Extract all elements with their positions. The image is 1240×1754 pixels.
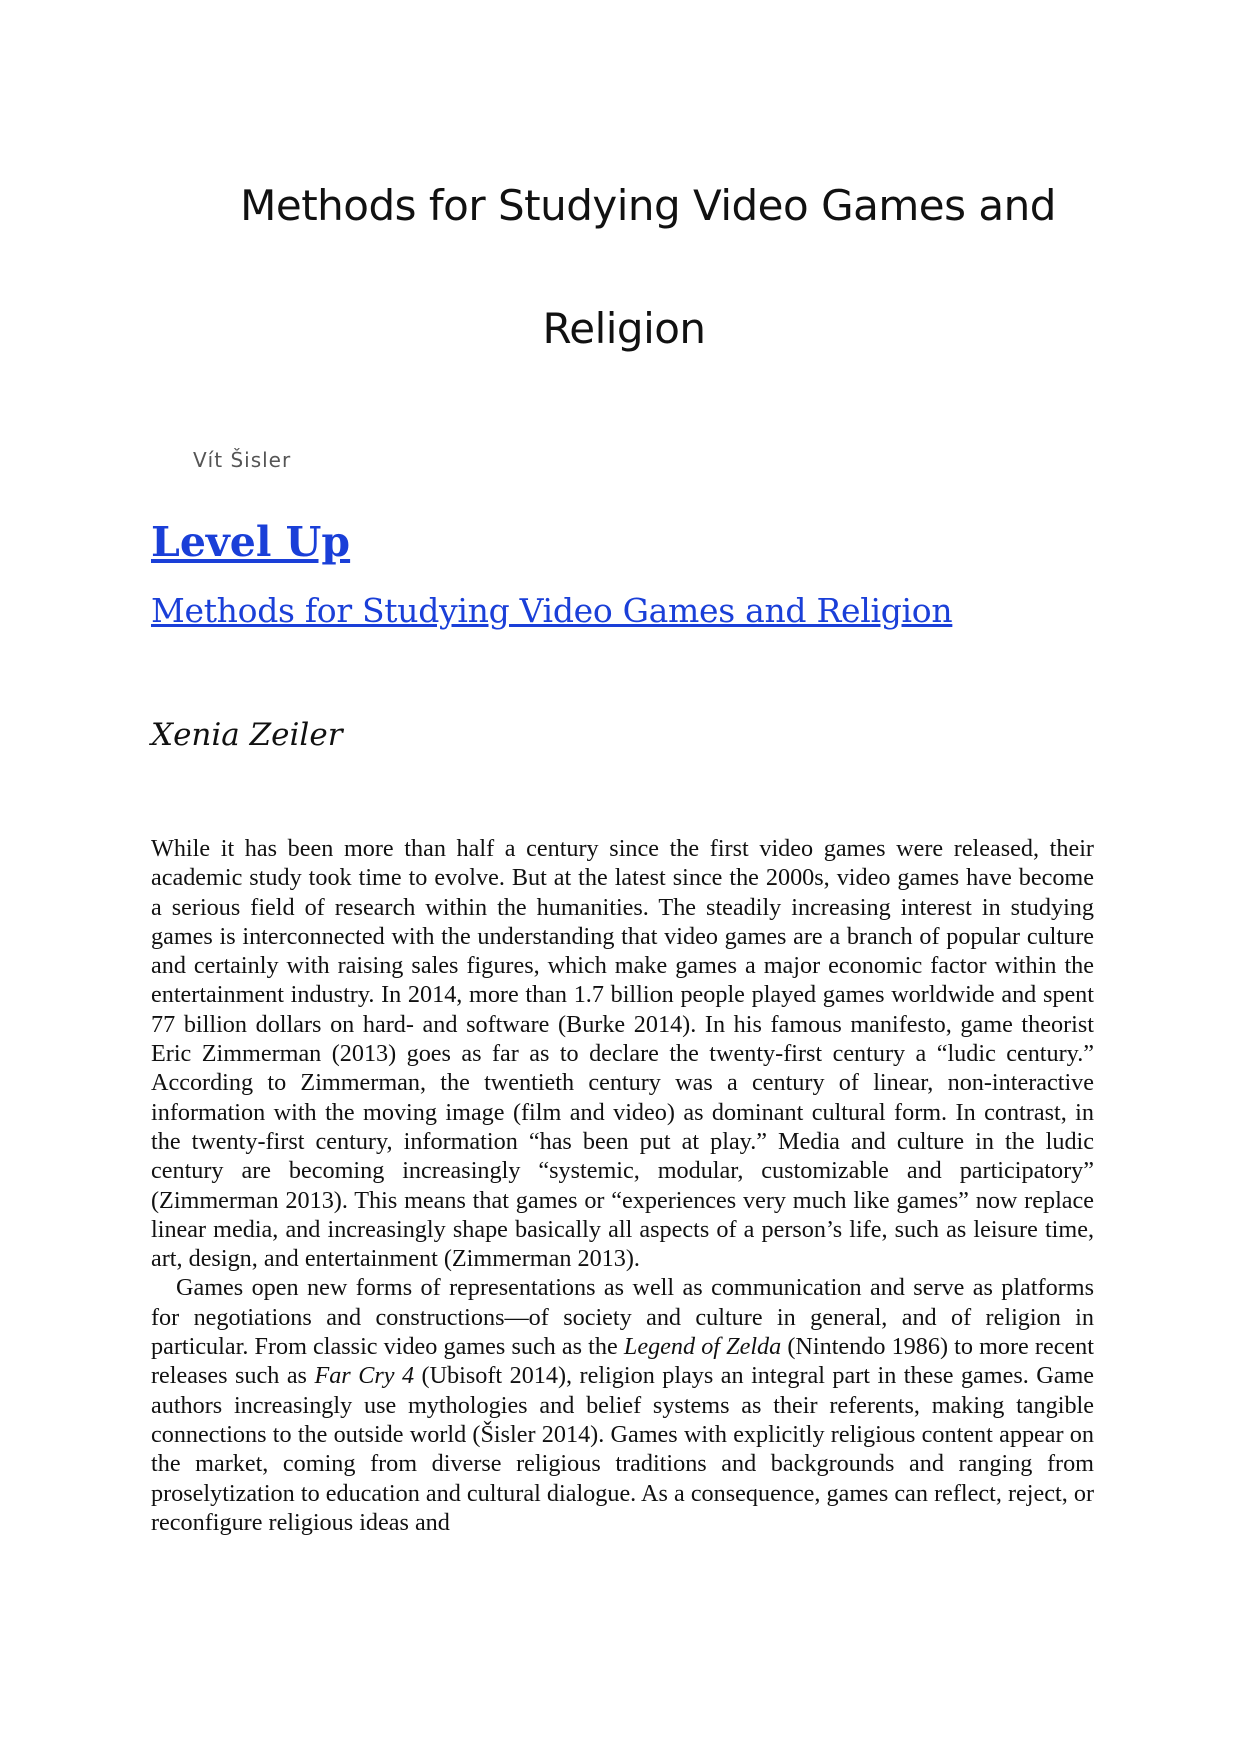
paragraph-2 [151, 1273, 1094, 1537]
document-author: Vít Šisler [193, 448, 292, 472]
body-text [151, 834, 1094, 1537]
document-title-line-1: Methods for Studying Video Games and [240, 181, 1056, 230]
paragraph-1: While it has been more than half a century since the first video games were released, their academic study took time to evolve. But at the latest since the 2000s, video games have become a serious field of research within the humanities. The steadily increasing interest in studying games is interconnected with the understanding that video games are a branch of popular culture and certainly with raising sales figures, which make games a major economic factor within the entertainment industry. In 2014, more than 1.7 billion people played games worldwide and spent 77 billion dollars on hard- and software (Burke 2014). In his famous manifesto, game theorist Eric Zimmerman (2013) goes as far as to declare the twenty-first century a “ludic century.” According to Zimmerman, the twentieth century was a century of linear, non-interactive information with the moving image (film and video) as dominant cultural form. In contrast, in the twenty-first century, information “has been put at play.” Media and culture in the ludic century are becoming increasingly “systemic, modular, customizable and participatory” (Zimmerman 2013). This means that games or “experiences very much like games” now replace linear media, and increasingly shape basically all aspects of a person’s life, such as leisure time, art, design, and entertainment (Zimmerman 2013). [151, 835, 1094, 1273]
paragraph-2-text-3: (Ubisoft 2014), religion plays an integral part in these games. Game authors increasingly use mythologies and belief systems as their referents, making tangible connections to the outside world (Šisler 2014). Games with explicitly religious content appear on the market, coming from diverse religious traditions and backgrounds and ranging from proselytization to education and cultural dialogue. As a consequence, games can reflect, reject, or reconfigure religious ideas and [151, 1362, 1095, 1536]
book-title-link[interactable]: Level Up [151, 518, 351, 566]
game-title-far-cry-4: Far Cry 4 [314, 1362, 415, 1390]
paragraph-2-text-1: Games open new forms of representations as well as communication and serve as platforms for negotiations and constructions—of society and culture in general, and of religion in particular. From classic video games such as the [151, 1274, 1094, 1361]
document-title-line-2: Religion [542, 304, 706, 353]
paragraph-2-text-2: (Nintendo 1986) to more recent releases such as [151, 1333, 1094, 1390]
game-title-legend-of-zelda: Legend of Zelda [623, 1333, 782, 1361]
book-subtitle-link[interactable]: Methods for Studying Video Games and Religion [151, 591, 953, 630]
book-editor: Xenia Zeiler [151, 717, 343, 753]
